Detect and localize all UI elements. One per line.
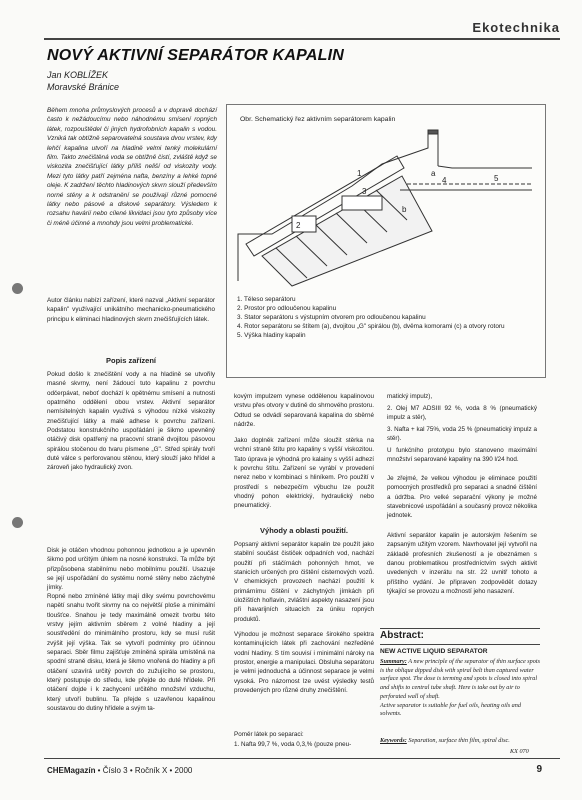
figure-legend xyxy=(237,295,537,340)
article-title: NOVÝ AKTIVNÍ SEPARÁTOR KAPALIN xyxy=(47,47,344,64)
col2-paragraph-1: kovým impulzem vynese oddělenou kapalinovou vrstvu přes otvory v dutině do shrnového prostoru. Odtud se odvádí separovaná kapalina do sběrné nádrže. xyxy=(234,393,375,429)
lead-paragraph: Během mnoha průmyslových procesů a v dopravě dochází často k nežádoucímu nebo náhodnému smísení ropných látek, rozpouštědel či jiných hydrofobních kapalin s vodou. Vzniká tak obtížně separovatelná soustava dvou vrstev, kdy lehčí kapalina utvoří na hladině velmi tenký molekulární film. Takto znečištěná voda se obtížně čistí, zvláště když se viskozita znečišťující látky příliš neliší od viskozity vody. Mezi tyto látky patří zejména nafta, benzíny a lehké topné oleje. K zadržení těchto hladinových skvrn slouží především norné stěny a k odstranění se používají různé pomocné látky nebo pásové a diskové separátory. Výsledem k rozsahu havárií nebo cílené likvidaci jsou tyto způsoby více či méně účinné a mnohdy jsou velmi problematické. xyxy=(47,107,217,227)
col3-paragraph-6: Aktivní separátor kapalin je autorským řešením se zapsaným užitým vzorem. Navrhovatel její vytvořil na základě profesních zkušeností a je obeznámen s danou problematikou prostředníctvím svých aktivit uvedených v inzerátu na str. 22 uvnitř tohoto a příštího vydání. Je připraven zodpovědět dotazy týkající se provozu a možností jeho nasazení. xyxy=(387,532,537,596)
legend-item: 4. Rotor separátoru se štítem (a), dvojitou „G" spirálou (b), dvěma komorami (c) a otvory rotoru xyxy=(237,323,505,330)
rotor-disk-drawing xyxy=(246,156,432,286)
legend-item: 5. Výška hladiny kapalin xyxy=(237,332,306,339)
col2-paragraph-2: Jako doplněk zařízení může sloužit stěrka na vrchní straně štítu pro kapaliny s vyšší viskozitou. Tato úprava je výhodná pro kalainy s vyšší adhezí k povrchu štítu. Zařízení se vyrábí v provedení nerez nebo v kombinaci s hliníkem. Pro použití v prostředí s nebezpečím výbuchu lze použít vhodný pohon elektrický, hydraulický nebo pneumatický. xyxy=(234,437,374,510)
legend-item: 1. Těleso separátoru xyxy=(237,296,296,303)
header-rule xyxy=(44,38,560,40)
footer-info xyxy=(47,766,192,775)
footer-rule xyxy=(44,758,560,759)
diagram-label-a: a xyxy=(431,169,436,178)
summary-text-2: Active separator is suitable for fuel oils, heating oils and solvents. xyxy=(380,701,521,718)
author-name: Jan KOBLÍŽEK xyxy=(47,70,109,80)
col1-paragraph-2: Disk je otáčen vhodnou pohonnou jednotkou a je upevněn šikmo pod určitým úhlem na nosné konstrukci. Ta může být přizpůsobena stabilnímu nebo mobilnímu použití. Usazuje se její uspořádání do systému norné stěny nebo záchytné jímky. xyxy=(47,547,215,592)
diagram-label-b: b xyxy=(402,205,407,214)
abstract-keywords xyxy=(380,737,540,746)
diagram-label-1: 1 xyxy=(357,169,362,178)
keywords-label: Keywords: xyxy=(380,737,407,744)
col2-paragraph-5: Poměr látek po separaci: xyxy=(234,731,304,738)
figure-title: Obr. Schematický řez aktivním separátorem kapalin xyxy=(240,116,396,123)
abstract-rule xyxy=(380,644,540,645)
col1-paragraph-3: Ropné nebo zmíněné látky mají díky svému povrchovému napětí snahu tvořit skvrny na co největší ploše a minimální tloušťce. Snahou je tedy maximálně omezit tvorbu této vrstvy jejím aktivním sběrem z volné hladiny a její soustředění do minimálního prostoru, kdy se musí rušit zvýšit její výška. Tak se vytvoří podmínky pro účinnou separaci. Sběr filmu zajišťuje zmíněná spirála umístěná na spodní straně disku, která je šikmo vnořená do hladiny a při otáčení uzavírá určitý povrch do zužujícího se prostoru, který postupuje do středu, kde přejde do duté hřídele. Při otáčení dojde i k zachycení určitého množství vzduchu, který utvoří bublinu. Ta přejde s uzavřenou kapalinou soustavou do dutiny hřídele a svým ta- xyxy=(47,593,215,713)
separator-diagram xyxy=(232,126,538,291)
legend-item: 3. Stator separátoru s výstupním otvorem pro odloučenou kapalinu xyxy=(237,314,426,321)
author-affiliation: Moravské Bránice xyxy=(47,82,120,92)
diagram-label-5: 5 xyxy=(494,174,499,183)
liquid-level-drawing xyxy=(400,184,532,190)
col3-paragraph-4: U funkčního prototypu bylo stanoveno maximální množství separované kapaliny na 390 l/24 hod. xyxy=(387,447,537,464)
section-tag: Ekotechnika xyxy=(472,20,560,35)
heading-vyhody: Výhody a oblasti použití. xyxy=(260,526,348,535)
binder-hole xyxy=(12,283,23,294)
summary-label: Summary: xyxy=(380,658,407,665)
binder-hole xyxy=(12,517,23,528)
col1-paragraph-1: Pokud došlo k znečištění vody a na hladině se utvořily masné skvrny, není žádoucí tuto kapalinu z povrchu odčerpávat, neboť dochází k opětnému smísení a nutnosti opatrného oddělení obou vrstev. Aktivní separátor nemísitelných kapalin využívá s výhodou nízké viskozity znečišťující látky a malé adhese k povrchu zařízení. Podstatou konstrukčního uspořádání je šikmo upevněný otáčivý disk opatřený na pracovní straně dvojitou pásovou spirálou stočenou do tvaru písmene „G". Střed spirály tvoří duté válce s perforovanou stěnou, který slouží jako hřídel a zároveň jako hydraulický zvon. xyxy=(47,371,215,472)
col3-paragraph-1: matický impulz), xyxy=(387,393,433,400)
col2-paragraph-4: Výhodou je možnost separace širokého spektra kontaminujících látek při zachování nezředěné vodní hladiny. S tím souvisí i minimální nároky na prostor, energie a manipulaci. Obsluha separátoru je velmi jednoduchá a účinnost separace je velmi vysoká. Pro názornost lze uvést výsledky testů provedených pro různé druhy znečištění. xyxy=(234,631,374,695)
heading-popis: Popis zařízení xyxy=(105,356,156,365)
abstract-code: KX 070 xyxy=(510,748,529,755)
abstract-heading: Abstract: xyxy=(380,630,424,641)
col3-paragraph-5: Je zřejmé, že velkou výhodou je eliminace použití pomocných prostředků pro separaci a snadné čištění a údržba. Pro velké separační výkony je možné stavebnicové uspořádání a současný provoz několika jednotek. xyxy=(387,475,537,520)
page-number: 9 xyxy=(536,764,542,775)
abstract-summary xyxy=(380,658,540,719)
intro-paragraph: Autor článku nabízí zařízení, které nazval „Aktivní separátor kapalin" využívající unikátního mechanicko-pneumatického principu k eliminaci hladinových skvrn znečišťujících látek. xyxy=(47,297,215,323)
summary-text: A new principle of the separator of thin surface spots is the oblique dipped disk with spiral belt than captured water surface spot. The dose is terming and spots is closed into spiral and shifts to central tube shaft. Here is take out by air to perforated wall of shaft. xyxy=(380,658,540,700)
abstract-top-rule xyxy=(380,628,540,629)
diagram-label-2: 2 xyxy=(296,221,301,230)
keywords-text: Separation, surface thin film, spiral disc. xyxy=(408,737,510,744)
col3-result-2: 2. Olej M7 ADSIII 92 %, voda 8 % (pneumatický impulz a stěr), xyxy=(387,405,537,422)
col2-paragraph-6: 1. Nafta 99,7 %, voda 0,3,% (pouze pneu- xyxy=(234,741,352,748)
diagram-label-4: 4 xyxy=(442,176,447,185)
abstract-subtitle: NEW ACTIVE LIQUID SEPARATOR xyxy=(380,648,488,655)
col2-paragraph-3: Popsaný aktivní separátor kapalin lze použít jako stabilní součást čističek odpadních vod, nachází použití při stáčírnách pohonných hmot, ve stanicích určených pro čištění cisternových vozů. V chemických provozech nachází použití k primárnímu čištění v záchytných jímkách při úložištích hořlavin, zvláštní aspekty nasazení jsou při havarijních situacích za úniku ropných produktů. xyxy=(234,541,374,623)
diagram-label-3: 3 xyxy=(362,187,367,196)
legend-item: 2. Prostor pro odloučenou kapalinu xyxy=(237,305,337,312)
issue-info: • Číslo 3 • Ročník X • 2000 xyxy=(95,766,193,775)
magazine-name: CHEMagazín xyxy=(47,766,96,775)
col3-result-3: 3. Nafta + kal 75%, voda 25 % (pneumatický impulz a stěr). xyxy=(387,426,537,443)
